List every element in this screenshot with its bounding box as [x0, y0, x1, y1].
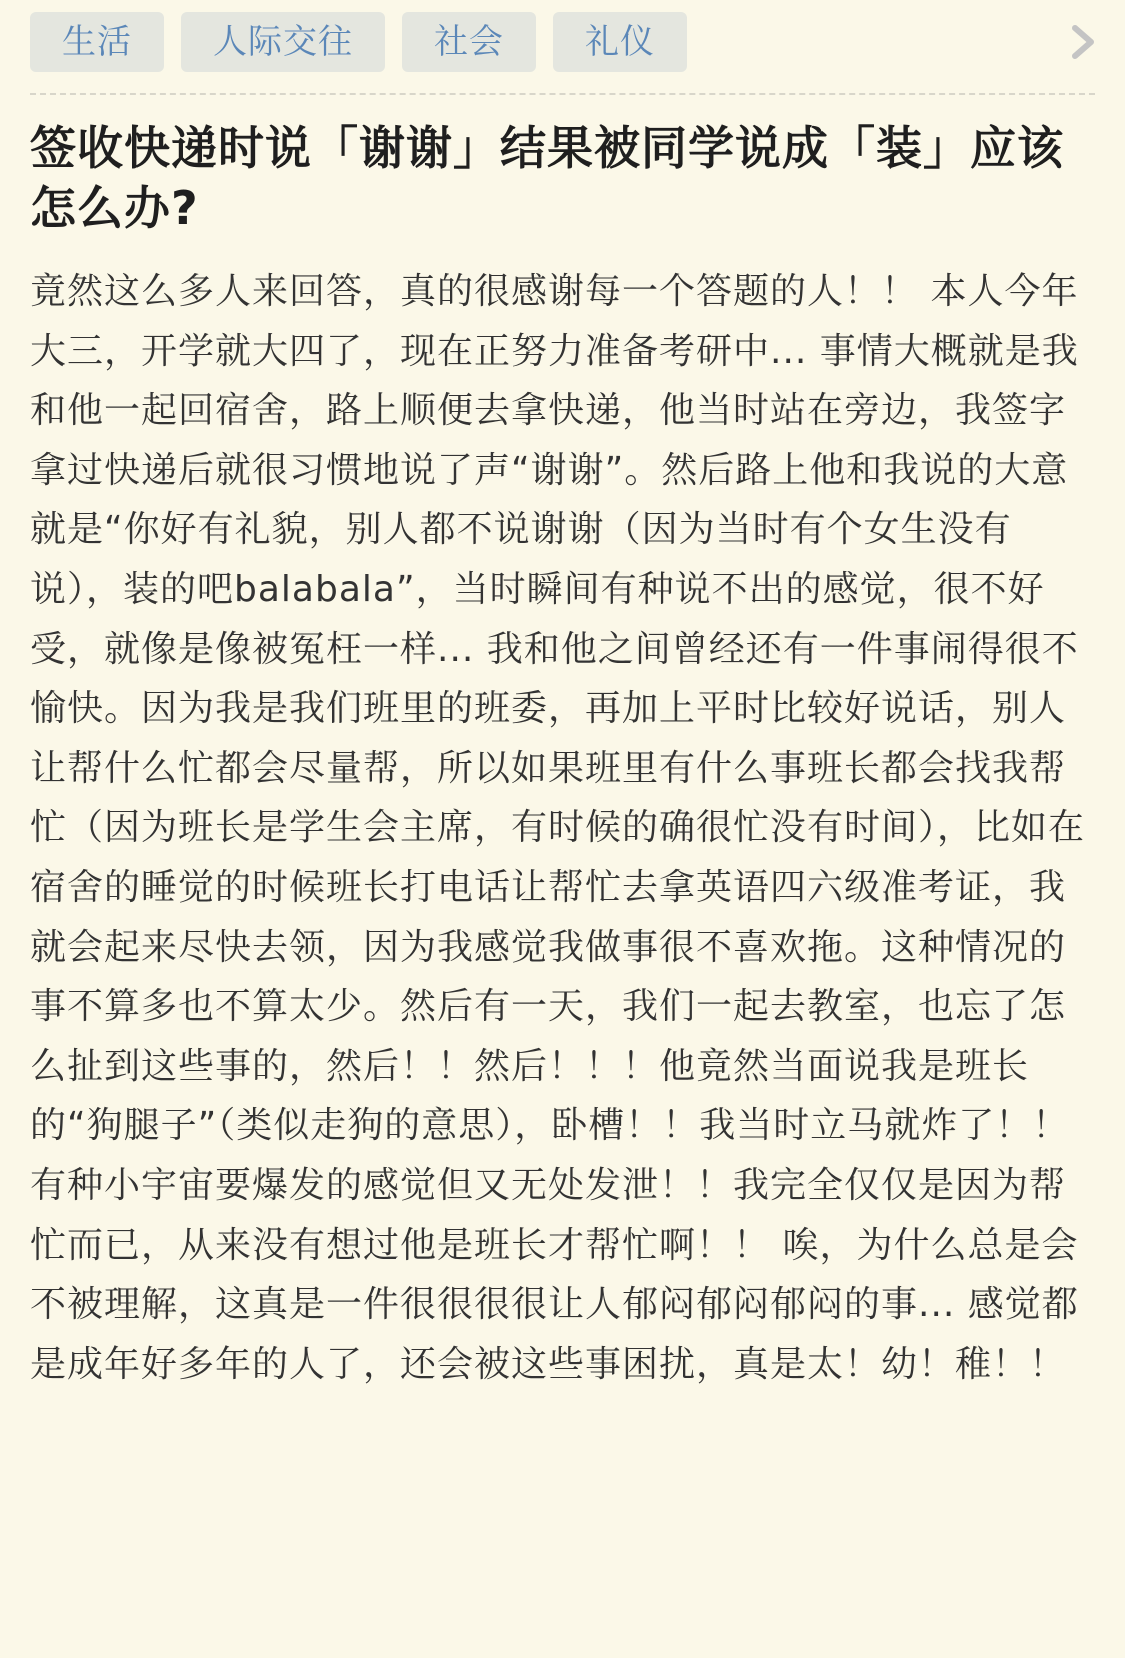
answer-body: 竟然这么多人来回答，真的很感谢每一个答题的人！！ 本人今年大三，开学就大四了，现在正努力准备考研中... 事情大概就是我和他一起回宿舍，路上顺便去拿快递，他当时站在旁边，我签字拿过快递后就很习惯地说了声“谢谢”。然后路上他和我说的大意就是“你好有礼貌，别人都不说谢谢（因为当时有个女生没有说），装的吧balabala”，当时瞬间有种说不出的感觉，很不好受，就像是像被冤枉一样... 我和他之间曾经还有一件事闹得很不愉快。因为我是我们班里的班委，再加上平时比较好说话，别人让帮什么忙都会尽量帮，所以如果班里有什么事班长都会找我帮忙（因为班长是学生会主席，有时候的确很忙没有时间），比如在宿舍的睡觉的时候班长打电话让帮忙去拿英语四六级准考证，我就会起来尽快去领，因为我感觉我做事很不喜欢拖。这种情况的事不算多也不算太少。然后有一天，我们一起去教室，也忘了怎么扯到这些事的，然后！！然后！！！他竟然当面说我是班长的“狗腿子”（类似走狗的意思），卧槽！！我当时立马就炸了！！有种小宇宙要爆发的感觉但又无处发泄！！我完全仅仅是因为帮忙而已，从来没有想过他是班长才帮忙啊！！ 唉，为什么总是会不被理解，这真是一件很很很很让人郁闷郁闷郁闷的事... 感觉都是成年好多年的人了，还会被这些事困扰，真是太！幼！稚！！ — [30, 271, 1086, 1385]
topic-tag-life[interactable]: 生活 — [30, 12, 164, 72]
topic-tag-social-interaction[interactable]: 人际交往 — [181, 12, 385, 72]
section-divider — [30, 93, 1095, 95]
question-title[interactable]: 签收快递时说「谢谢」结果被同学说成「装」应该怎么办? — [30, 121, 1064, 235]
topic-tag-etiquette[interactable]: 礼仪 — [553, 12, 687, 72]
chevron-right-icon[interactable] — [1065, 22, 1101, 62]
topic-tag-bar — [30, 12, 1105, 72]
topic-tag-society[interactable]: 社会 — [402, 12, 536, 72]
